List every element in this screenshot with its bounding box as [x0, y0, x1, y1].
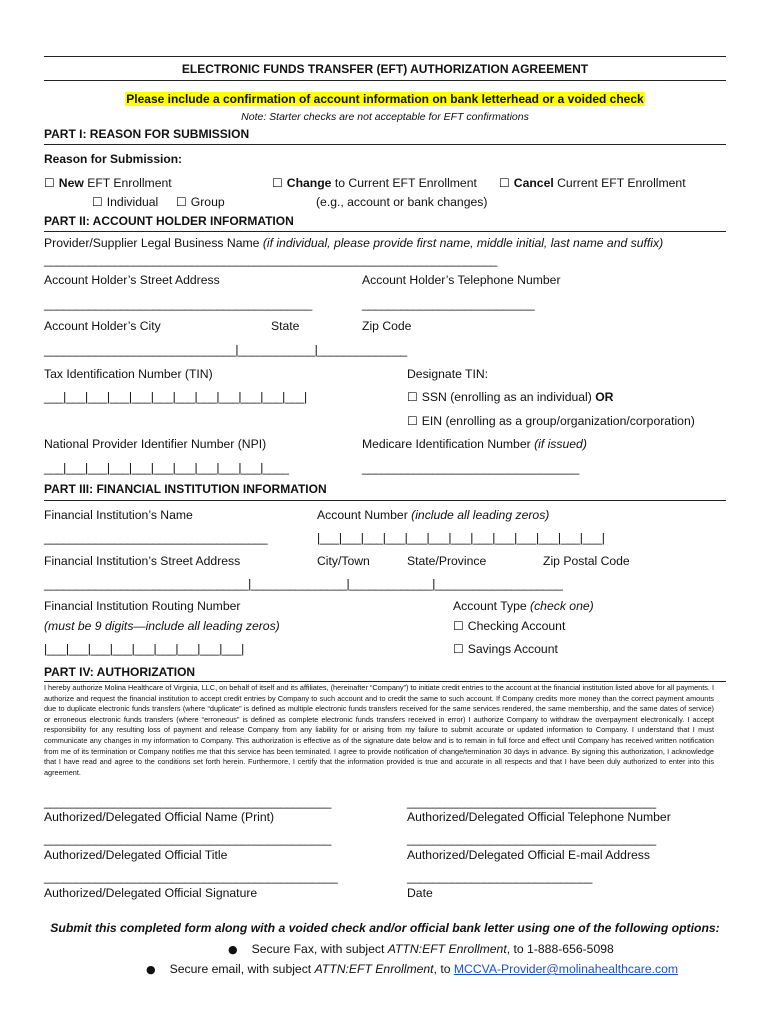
medicare-field[interactable]: __________________________________	[362, 461, 579, 475]
fi-name-label: Financial Institution’s Name	[44, 508, 193, 522]
part3-rule	[44, 500, 726, 501]
npi-field[interactable]: ___|___|___|___|___|___|___|___|___|___|____	[44, 461, 289, 475]
part1-heading: PART I: REASON FOR SUBMISSION	[44, 127, 250, 141]
reason-label: Reason for Submission:	[44, 152, 183, 166]
city-state-zip-field[interactable]: ______________________________|____________|______________	[44, 343, 407, 357]
part2-heading: PART II: ACCOUNT HOLDER INFORMATION	[44, 214, 294, 228]
group-option[interactable]: ☐ Group	[176, 195, 225, 209]
fi-state-label: State/Province	[407, 554, 487, 568]
official-title-field[interactable]: _____________________________________________	[44, 832, 332, 846]
street-address-field[interactable]: __________________________________________	[44, 297, 312, 311]
legal-name-label: Provider/Supplier Legal Business Name (if individual, please provide first name, middle initial, last name and suffix)	[44, 236, 664, 250]
account-type-label: Account Type (check one)	[453, 599, 594, 613]
fi-name-field[interactable]: ___________________________________	[44, 531, 268, 545]
bullet-icon: ●	[146, 963, 156, 976]
highlighted-instruction-text: Please include a confirmation of account information on bank letterhead or a voided check	[126, 92, 644, 106]
individual-option[interactable]: ☐ Individual	[92, 195, 159, 209]
routing-field[interactable]: |___|___|___|___|___|___|___|___|___|	[44, 642, 244, 656]
letterhead-instruction	[0, 92, 770, 106]
tin-field[interactable]: ___|___|___|___|___|___|___|___|___|___|___|___|	[44, 390, 307, 404]
routing-hint: (must be 9 digits—include all leading zeros)	[44, 619, 280, 633]
checkbox-icon[interactable]: ☐	[499, 176, 510, 190]
official-phone-label: Authorized/Delegated Official Telephone Number	[407, 810, 671, 824]
bullet-icon: ●	[228, 943, 238, 956]
routing-label: Financial Institution Routing Number	[44, 599, 241, 613]
checkbox-icon[interactable]: ☐	[453, 619, 464, 633]
savings-option[interactable]: ☐ Savings Account	[453, 642, 558, 656]
ssn-option[interactable]: ☐ SSN (enrolling as an individual) OR	[407, 390, 614, 404]
fi-city-label: City/Town	[317, 554, 370, 568]
date-field[interactable]: _____________________________	[407, 870, 592, 884]
checkbox-icon[interactable]: ☐	[453, 642, 464, 656]
zip-label: Zip Code	[362, 319, 412, 333]
official-title-label: Authorized/Delegated Official Title	[44, 848, 228, 862]
top-rule	[44, 56, 726, 57]
secure-fax-item: ● Secure Fax, with subject ATTN:EFT Enrollment, to 1-888-656-5098	[228, 942, 614, 956]
signature-label: Authorized/Delegated Official Signature	[44, 886, 258, 900]
account-number-field[interactable]: |___|___|___|___|___|___|___|___|___|___|___|___|___|	[317, 531, 605, 545]
street-address-label: Account Holder’s Street Address	[44, 273, 220, 287]
secure-email-item: ● Secure email, with subject ATTN:EFT Enrollment, to MCCVA-Provider@molinahealthcare.com	[146, 962, 679, 976]
new-enrollment-option[interactable]: ☐ New EFT Enrollment	[44, 176, 172, 190]
legal-name-field[interactable]: _______________________________________________________________________	[44, 253, 497, 267]
official-email-field[interactable]: _______________________________________	[407, 832, 656, 846]
title-rule	[44, 80, 726, 81]
checkbox-icon[interactable]: ☐	[407, 414, 418, 428]
form-title: ELECTRONIC FUNDS TRANSFER (EFT) AUTHORIZATION AGREEMENT	[181, 62, 589, 76]
telephone-label: Account Holder’s Telephone Number	[362, 273, 561, 287]
part4-heading: PART IV: AUTHORIZATION	[44, 665, 196, 679]
email-link[interactable]: MCCVA-Provider@molinahealthcare.com	[453, 962, 679, 976]
change-example-text: (e.g., account or bank changes)	[316, 195, 488, 209]
official-name-label: Authorized/Delegated Official Name (Print)	[44, 810, 275, 824]
part4-rule	[44, 681, 726, 682]
official-name-field[interactable]: _____________________________________________	[44, 795, 332, 809]
telephone-field[interactable]: ___________________________	[362, 297, 535, 311]
checkbox-icon[interactable]: ☐	[272, 176, 283, 190]
medicare-label: Medicare Identification Number (if issued)	[362, 437, 587, 451]
state-label: State	[271, 319, 300, 333]
cancel-enrollment-option[interactable]: ☐ Cancel Current EFT Enrollment	[499, 176, 686, 190]
official-email-label: Authorized/Delegated Official E-mail Address	[407, 848, 650, 862]
authorization-text: I hereby authorize Molina Healthcare of Virginia, LLC, on behalf of itself and its affiliates, (hereinafter “Company”) to initiate credit entries to the account at the financial institution listed above for all payments. I authorize and request the financial institution to accept credit entries by Company to such account and to credit the same to such account. If Company credits more money than the correct payment amounts due to duplicate electronic funds transfers (where “duplicate” is defined as multiple electronic funds transfers received for the same services rendered, the same membership, and the same dates of service) or erroneous electronic funds transfers (where “erroneous” is defined as complete electronic funds transfers received in error) I authorize Company to withdraw the overpayment electronically. I accept responsibility for any resulting loss of payment and release Company from any liability for or arising from my failure to submit accurate or updated information to Company. I understand that I must communicate any changes in my information to Company. This authorization is effective as of the signature date below and is to remain in full force and effect until Company has received written notification from me of its termination or Company notifies me that this service has been terminated. I agree to provide notification of change/termination 30 days in advance. By signing this authorization, I acknowledge that I have read and agree to the conditions set forth herein. Furthermore, I certify that the information provided is true and accurate in all respects and that I have been duly authorized to enter into this agreement.	[44, 683, 714, 777]
date-label: Date	[407, 886, 433, 900]
signature-field[interactable]: ______________________________________________	[44, 870, 338, 884]
part2-rule	[44, 231, 726, 232]
part3-heading: PART III: FINANCIAL INSTITUTION INFORMATION	[44, 482, 327, 496]
tin-label: Tax Identification Number (TIN)	[44, 367, 213, 381]
checkbox-icon[interactable]: ☐	[44, 176, 55, 190]
account-number-label: Account Number (include all leading zeros)	[317, 508, 550, 522]
designate-tin-label: Designate TIN:	[407, 367, 489, 381]
official-phone-field[interactable]: _______________________________________	[407, 795, 656, 809]
checkbox-icon[interactable]: ☐	[407, 390, 418, 404]
ein-option[interactable]: ☐ EIN (enrolling as a group/organization/corporation)	[407, 414, 695, 428]
fi-zip-label: Zip Postal Code	[543, 554, 630, 568]
starter-check-note: Note: Starter checks are not acceptable for EFT confirmations	[241, 111, 529, 123]
fi-street-label: Financial Institution’s Street Address	[44, 554, 241, 568]
change-enrollment-option[interactable]: ☐ Change to Current EFT Enrollment	[272, 176, 477, 190]
checkbox-icon[interactable]: ☐	[176, 195, 187, 209]
fi-address-field[interactable]: ________________________________|_______________|_____________|____________________	[44, 577, 563, 591]
part1-rule	[44, 144, 726, 145]
npi-label: National Provider Identifier Number (NPI)	[44, 437, 267, 451]
submit-instructions: Submit this completed form along with a voided check and/or official bank letter using one of the following options:	[50, 921, 720, 935]
city-label: Account Holder’s City	[44, 319, 161, 333]
checkbox-icon[interactable]: ☐	[92, 195, 103, 209]
checking-option[interactable]: ☐ Checking Account	[453, 619, 566, 633]
